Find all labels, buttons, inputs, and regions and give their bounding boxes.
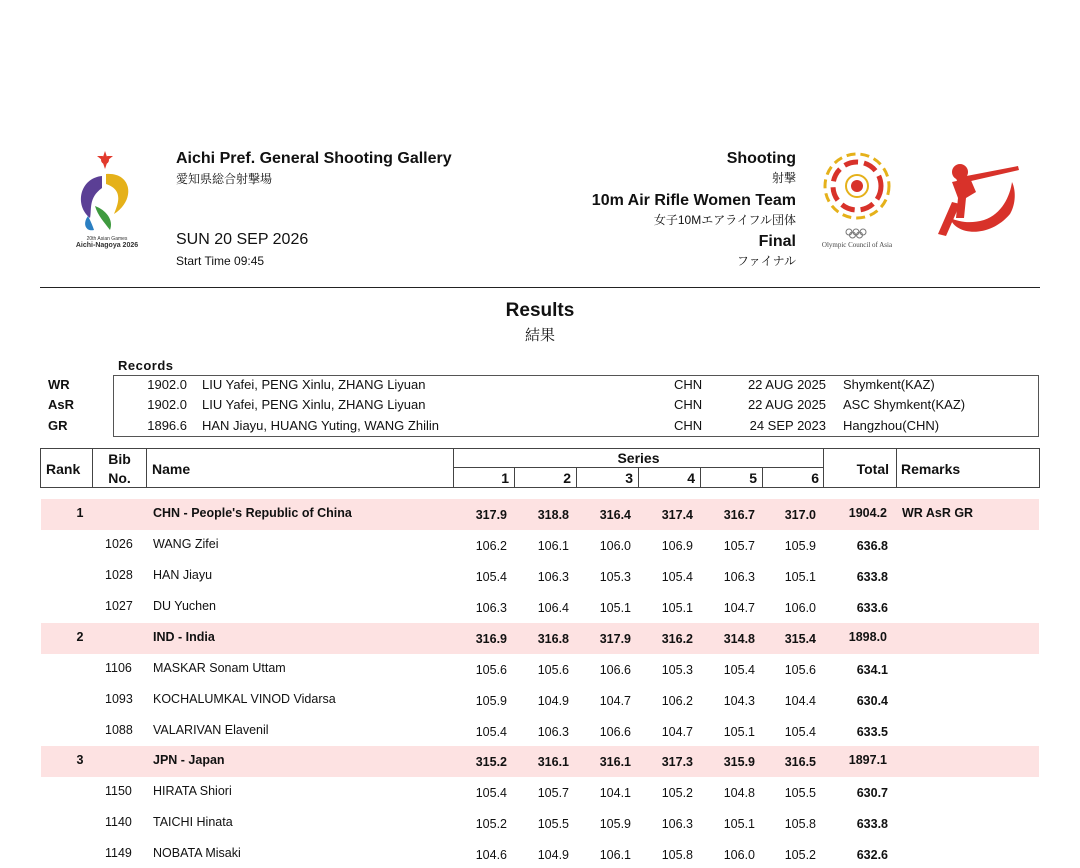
athlete-series-6: 105.9 [784, 539, 816, 553]
record-date: 22 AUG 2025 [747, 397, 826, 412]
athlete-series-5: 106.0 [723, 848, 755, 862]
record-code: GR [48, 418, 68, 433]
olympic-council-of-asia-logo [812, 150, 908, 250]
athlete-series-5: 104.8 [723, 786, 755, 800]
name-header-box [146, 448, 454, 488]
athlete-bib: 1149 [105, 846, 132, 860]
athlete-series-2: 106.4 [537, 601, 569, 615]
athlete-series-2: 105.6 [537, 663, 569, 677]
team-series-3: 317.9 [599, 632, 631, 646]
athlete-series-4: 105.3 [661, 663, 693, 677]
series-5-header: 5 [749, 470, 757, 486]
team-rank: 2 [76, 630, 84, 644]
athlete-series-3: 106.6 [599, 663, 631, 677]
athlete-series-1: 105.2 [475, 817, 507, 831]
logo-caption-2: Aichi-Nagoya 2026 [75, 242, 139, 249]
series-4-header: 4 [687, 470, 695, 486]
athlete-series-1: 106.3 [475, 601, 507, 615]
athlete-series-4: 105.1 [661, 601, 693, 615]
athlete-series-4: 106.2 [661, 694, 693, 708]
header-divider [40, 287, 1040, 288]
athlete-name: DU Yuchen [153, 599, 217, 613]
athlete-series-2: 106.3 [537, 725, 569, 739]
event-date: SUN 20 SEP 2026 [176, 231, 309, 248]
athlete-total: 633.5 [856, 725, 888, 739]
athlete-series-2: 104.9 [537, 848, 569, 862]
athlete-series-1: 105.6 [475, 663, 507, 677]
team-rank: 1 [76, 506, 84, 520]
record-place: Shymkent(KAZ) [843, 377, 935, 392]
phase-title: Final [758, 233, 796, 250]
athlete-series-5: 105.7 [723, 539, 755, 553]
athlete-series-3: 106.0 [599, 539, 631, 553]
team-name: JPN - Japan [153, 753, 225, 767]
event-title-jp: 女子10Mエアライフル団体 [653, 213, 796, 227]
athlete-total: 633.6 [856, 601, 888, 615]
athlete-name: TAICHI Hinata [153, 815, 233, 829]
team-series-6: 317.0 [784, 508, 816, 522]
athlete-series-2: 105.5 [537, 817, 569, 831]
athlete-bib: 1088 [105, 723, 133, 737]
athlete-series-5: 104.7 [723, 601, 755, 615]
phase-title-jp: ファイナル [736, 254, 796, 268]
team-total: 1897.1 [848, 753, 887, 767]
athlete-series-1: 105.4 [475, 725, 507, 739]
record-holders: LIU Yafei, PENG Xinlu, ZHANG Liyuan [202, 397, 426, 412]
team-series-6: 315.4 [784, 632, 816, 646]
athlete-series-6: 105.1 [784, 570, 816, 584]
record-noc: CHN [674, 418, 703, 433]
athlete-series-4: 105.2 [661, 786, 693, 800]
athlete-series-1: 105.4 [475, 786, 507, 800]
remarks-header: Remarks [901, 461, 961, 477]
record-score: 1902.0 [147, 377, 187, 392]
team-total: 1898.0 [848, 630, 887, 644]
team-series-1: 317.9 [475, 508, 507, 522]
team-series-3: 316.1 [599, 755, 631, 769]
athlete-series-6: 105.5 [784, 786, 816, 800]
venue-title-jp: 愛知県総合射撃場 [176, 172, 273, 186]
athlete-bib: 1093 [105, 692, 133, 706]
sport-title-jp: 射撃 [771, 171, 796, 185]
series-1-header: 1 [501, 470, 509, 486]
athlete-series-2: 105.7 [537, 786, 569, 800]
sport-title: Shooting [726, 150, 796, 167]
athlete-total: 633.8 [856, 570, 888, 584]
athlete-series-5: 105.1 [723, 817, 755, 831]
record-score: 1896.6 [147, 418, 187, 433]
athlete-series-1: 105.9 [475, 694, 507, 708]
athlete-total: 633.8 [856, 817, 888, 831]
record-code: WR [48, 377, 70, 392]
series-header: Series [617, 450, 660, 466]
athlete-bib: 1028 [105, 568, 133, 582]
athlete-series-3: 106.1 [599, 848, 631, 862]
athlete-series-4: 105.8 [661, 848, 693, 862]
logo-caption-1: 20th Asian Games [86, 236, 128, 242]
bib-header: Bib [108, 451, 131, 467]
series-3-header: 3 [625, 470, 633, 486]
athlete-total: 630.4 [856, 694, 888, 708]
record-place: ASC Shymkent(KAZ) [843, 397, 966, 412]
athlete-series-4: 104.7 [661, 725, 693, 739]
athlete-series-1: 106.2 [475, 539, 507, 553]
athlete-series-3: 106.6 [599, 725, 631, 739]
athlete-series-5: 105.4 [723, 663, 755, 677]
athlete-series-4: 106.9 [661, 539, 693, 553]
athlete-series-3: 104.7 [599, 694, 631, 708]
record-code: AsR [48, 397, 75, 412]
athlete-series-4: 105.4 [661, 570, 693, 584]
athlete-name: NOBATA Misaki [153, 846, 241, 860]
team-series-1: 316.9 [475, 632, 507, 646]
record-date: 22 AUG 2025 [747, 377, 826, 392]
record-holders: HAN Jiayu, HUANG Yuting, WANG Zhilin [202, 418, 439, 433]
team-name: CHN - People's Republic of China [153, 506, 352, 520]
athlete-total: 634.1 [856, 663, 888, 677]
athlete-series-3: 105.3 [599, 570, 631, 584]
team-series-1: 315.2 [475, 755, 507, 769]
athlete-bib: 1026 [105, 537, 133, 551]
name-header: Name [152, 461, 191, 477]
team-series-3: 316.4 [599, 508, 631, 522]
team-series-4: 317.3 [661, 755, 693, 769]
athlete-series-1: 105.4 [475, 570, 507, 584]
venue-title: Aichi Pref. General Shooting Gallery [176, 150, 452, 167]
team-name: IND - India [153, 630, 215, 644]
athlete-bib: 1027 [105, 599, 133, 613]
rank-header: Rank [46, 461, 81, 477]
athlete-series-6: 104.4 [784, 694, 816, 708]
athlete-series-3: 105.9 [599, 817, 631, 831]
athlete-series-5: 105.1 [723, 725, 755, 739]
athlete-series-6: 106.0 [784, 601, 816, 615]
athlete-name: VALARIVAN Elavenil [153, 723, 269, 737]
athlete-name: WANG Zifei [153, 537, 219, 551]
series-6-header: 6 [811, 470, 819, 486]
athlete-total: 636.8 [856, 539, 888, 553]
athlete-name: HAN Jiayu [153, 568, 213, 582]
athlete-series-1: 104.6 [475, 848, 507, 862]
record-date: 24 SEP 2023 [749, 418, 826, 433]
total-header: Total [856, 461, 889, 477]
team-series-5: 314.8 [723, 632, 755, 646]
team-series-5: 316.7 [723, 508, 755, 522]
athlete-series-2: 106.1 [537, 539, 569, 553]
athlete-series-6: 105.2 [784, 848, 816, 862]
athlete-series-4: 106.3 [661, 817, 693, 831]
records-label: Records [118, 358, 174, 373]
record-noc: CHN [674, 397, 703, 412]
athlete-total: 630.7 [856, 786, 888, 800]
start-time: Start Time 09:45 [176, 254, 265, 268]
results-title-jp: 結果 [524, 327, 555, 344]
team-series-2: 318.8 [537, 508, 569, 522]
athlete-series-2: 106.3 [537, 570, 569, 584]
team-total: 1904.2 [848, 506, 887, 520]
record-place: Hangzhou(CHN) [843, 418, 940, 433]
athlete-series-3: 105.1 [599, 601, 631, 615]
team-rank: 3 [76, 753, 84, 767]
athlete-bib: 1106 [105, 661, 132, 675]
athlete-series-6: 105.8 [784, 817, 816, 831]
athlete-total: 632.6 [856, 848, 888, 862]
athlete-bib: 1150 [105, 784, 132, 798]
athlete-name: HIRATA Shiori [153, 784, 232, 798]
athlete-series-5: 104.3 [723, 694, 755, 708]
series-2-header: 2 [563, 470, 571, 486]
event-title: 10m Air Rifle Women Team [591, 192, 796, 209]
team-series-2: 316.8 [537, 632, 569, 646]
record-noc: CHN [674, 377, 703, 392]
oca-caption: Olympic Council of Asia [821, 241, 893, 249]
results-title: Results [505, 300, 575, 321]
record-score: 1902.0 [147, 397, 187, 412]
athlete-series-6: 105.6 [784, 663, 816, 677]
team-series-2: 316.1 [537, 755, 569, 769]
team-series-4: 316.2 [661, 632, 693, 646]
athlete-name: MASKAR Sonam Uttam [153, 661, 286, 675]
record-holders: LIU Yafei, PENG Xinlu, ZHANG Liyuan [202, 377, 426, 392]
team-series-6: 316.5 [784, 755, 816, 769]
athlete-bib: 1140 [105, 815, 132, 829]
team-series-4: 317.4 [661, 508, 693, 522]
athlete-series-2: 104.9 [537, 694, 569, 708]
bib-header-no: No. [108, 470, 131, 486]
team-remarks: WR AsR GR [902, 506, 974, 520]
athlete-series-3: 104.1 [599, 786, 631, 800]
athlete-series-6: 105.4 [784, 725, 816, 739]
shooting-pictogram-icon [930, 158, 1022, 240]
team-series-5: 315.9 [723, 755, 755, 769]
aichi-nagoya-2026-logo [62, 150, 152, 250]
athlete-name: KOCHALUMKAL VINOD Vidarsa [153, 692, 336, 706]
athlete-series-5: 106.3 [723, 570, 755, 584]
